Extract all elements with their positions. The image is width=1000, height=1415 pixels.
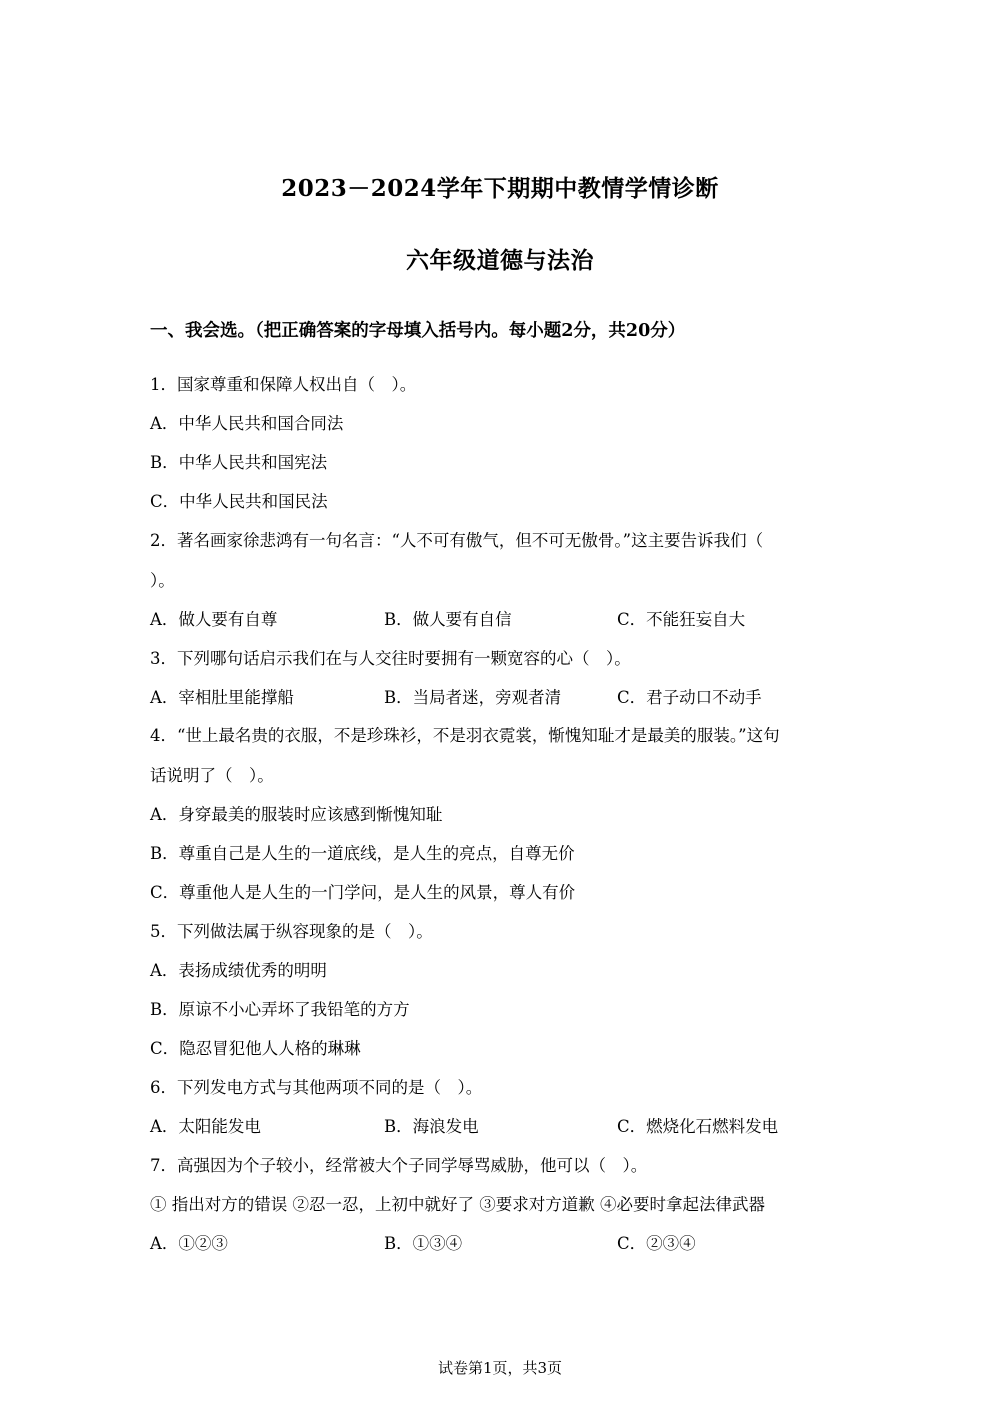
question-6-option-a: A．太阳能发电 bbox=[150, 1117, 261, 1136]
question-6-option-b: B．海浪发电 bbox=[384, 1117, 479, 1136]
question-2-option-c: C．不能狂妄自大 bbox=[617, 610, 746, 629]
question-3-option-b: B．当局者迷，旁观者清 bbox=[384, 688, 562, 707]
question-5-option-b: B．原谅不小心弄坏了我铅笔的方方 bbox=[150, 1000, 410, 1019]
question-1-stem: 1．国家尊重和保障人权出自（ ）。 bbox=[150, 375, 417, 394]
page-title: 2023－2024学年下期期中教情学情诊断 bbox=[281, 175, 719, 202]
question-6-stem: 6．下列发电方式与其他两项不同的是（ ）。 bbox=[150, 1078, 483, 1097]
page-subtitle: 六年级道德与法治 bbox=[406, 247, 594, 274]
question-7-choices: ① 指出对方的错误 ②忍一忍，上初中就好了 ③要求对方道歉 ④必要时拿起法律武器 bbox=[150, 1195, 765, 1214]
question-3-stem: 3．下列哪句话启示我们在与人交往时要拥有一颗宽容的心（ ）。 bbox=[150, 649, 631, 668]
question-2-stem-cont: ）。 bbox=[150, 571, 175, 590]
question-4-stem: 4．“世上最名贵的衣服，不是珍珠衫，不是羽衣霓裳，惭愧知耻才是最美的服装。”这句 bbox=[150, 726, 780, 745]
question-4-stem-cont: 话说明了（ ）。 bbox=[150, 766, 274, 785]
section-heading: 一、我会选。（把正确答案的字母填入括号内。每小题2分，共20分） bbox=[150, 321, 686, 341]
question-2-option-b: B．做人要有自信 bbox=[384, 610, 512, 629]
question-4-option-b: B．尊重自己是人生的一道底线，是人生的亮点，自尊无价 bbox=[150, 844, 575, 863]
question-3-option-a: A．宰相肚里能撑船 bbox=[150, 688, 294, 707]
question-2-stem: 2．著名画家徐悲鸿有一句名言：“人不可有傲气，但不可无傲骨。”这主要告诉我们（ bbox=[150, 531, 764, 550]
question-7-option-a: A．①②③ bbox=[150, 1234, 228, 1253]
question-5-option-a: A．表扬成绩优秀的明明 bbox=[150, 961, 327, 980]
question-2-option-a: A．做人要有自尊 bbox=[150, 610, 278, 629]
question-4-option-a: A．身穿最美的服装时应该感到惭愧知耻 bbox=[150, 805, 443, 824]
question-5-option-c: C．隐忍冒犯他人人格的琳琳 bbox=[150, 1039, 361, 1058]
question-3-option-c: C．君子动口不动手 bbox=[617, 688, 762, 707]
question-1-option-b: B．中华人民共和国宪法 bbox=[150, 453, 328, 472]
question-5-stem: 5．下列做法属于纵容现象的是（ ）。 bbox=[150, 922, 433, 941]
question-1-option-a: A．中华人民共和国合同法 bbox=[150, 414, 344, 433]
question-7-option-b: B．①③④ bbox=[384, 1234, 463, 1253]
question-6-option-c: C．燃烧化石燃料发电 bbox=[617, 1117, 779, 1136]
page-footer: 试卷第1页，共3页 bbox=[437, 1359, 563, 1377]
question-4-option-c: C．尊重他人是人生的一门学问，是人生的风景，尊人有价 bbox=[150, 883, 576, 902]
question-1-option-c: C．中华人民共和国民法 bbox=[150, 492, 328, 511]
question-7-stem: 7．高强因为个子较小，经常被大个子同学辱骂威胁，他可以（ ）。 bbox=[150, 1156, 648, 1175]
question-7-option-c: C．②③④ bbox=[617, 1234, 696, 1253]
